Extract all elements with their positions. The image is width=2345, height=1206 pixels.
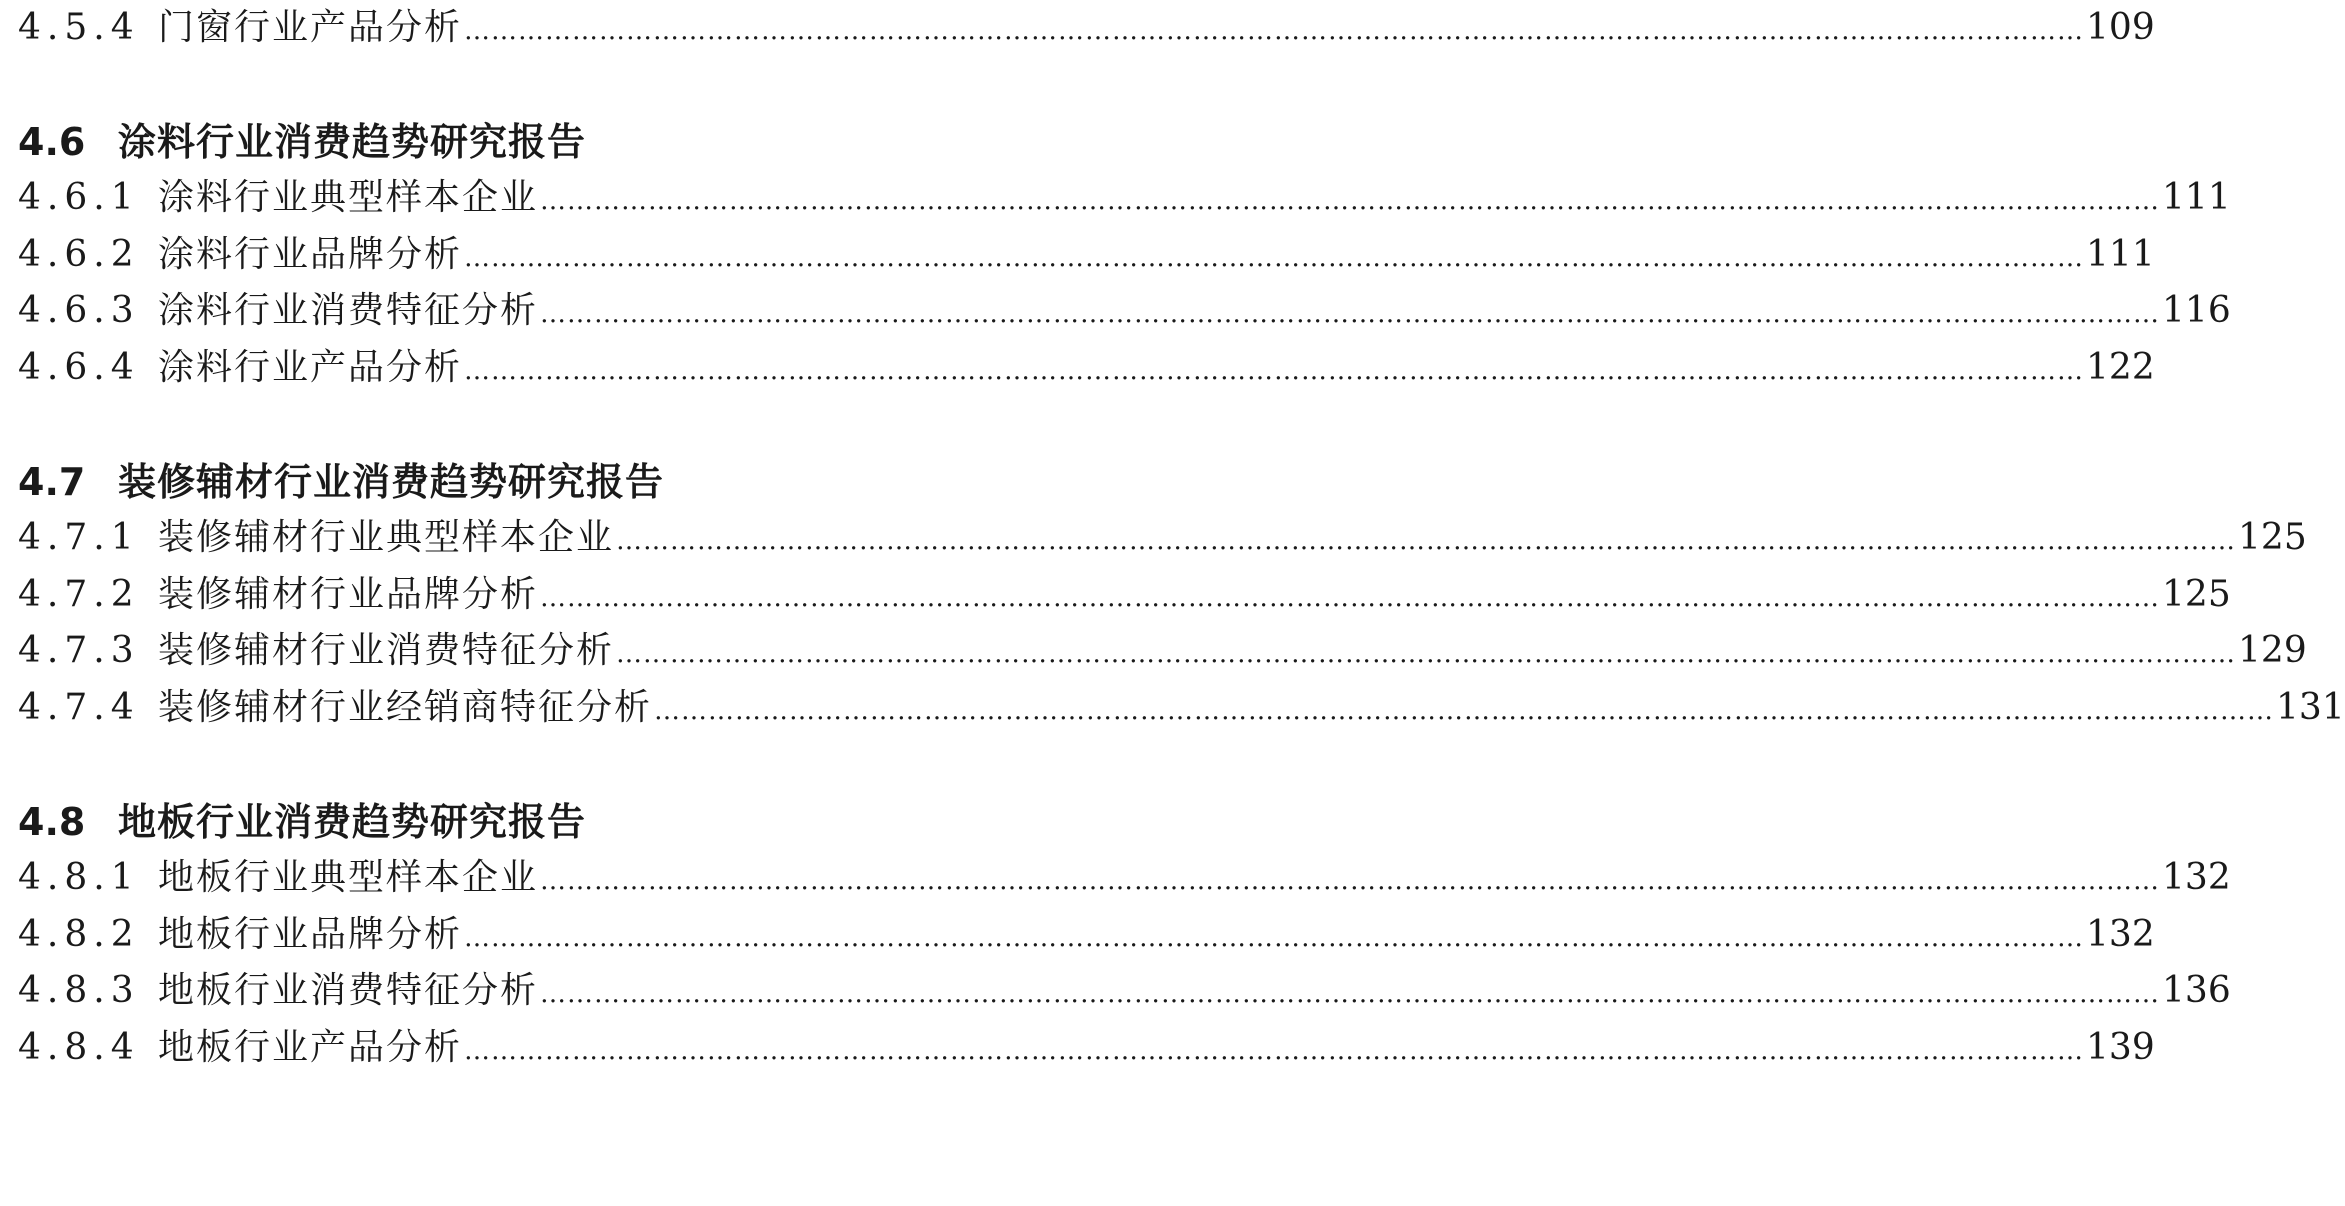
toc-entry-number: 4.5.4 bbox=[18, 7, 140, 48]
toc-entry[interactable] bbox=[18, 907, 2155, 964]
toc-leader-dots: ……………………………………………………………………………………………………………………………………………………………… bbox=[464, 1035, 2085, 1066]
toc-leader-dots: ……………………………………………………………………………………………………………………………………………………………… bbox=[540, 866, 2161, 897]
toc-section-number: 4.7 bbox=[18, 459, 86, 504]
toc-entry-page: 132 bbox=[2162, 857, 2231, 899]
toc-entry-number: 4.6.4 bbox=[18, 346, 140, 388]
toc-entry-page: 139 bbox=[2086, 1026, 2155, 1068]
toc-entry-page: 131 bbox=[2276, 686, 2345, 728]
toc-entry[interactable] bbox=[18, 340, 2155, 397]
toc-entry-page: 122 bbox=[2086, 346, 2155, 388]
toc-entry-page: 136 bbox=[2162, 970, 2231, 1012]
toc-entry[interactable] bbox=[18, 850, 2231, 907]
toc-entry[interactable] bbox=[18, 1020, 2155, 1077]
toc-section-heading[interactable] bbox=[18, 794, 1056, 851]
toc-leader-dots: ……………………………………………………………………………………………………………………………………………………………… bbox=[540, 582, 2161, 613]
toc-entry-page: 132 bbox=[2086, 913, 2155, 955]
toc-entry-number: 4.7.2 bbox=[18, 573, 140, 615]
toc-entry[interactable] bbox=[18, 0, 2155, 57]
toc-entry-title: 地板行业消费特征分析 bbox=[158, 970, 539, 1012]
toc-entry[interactable] bbox=[18, 283, 2231, 340]
toc-leader-dots: ……………………………………………………………………………………………………………………………………………………………… bbox=[540, 299, 2161, 330]
toc-entry-page: 116 bbox=[2162, 290, 2231, 332]
section-gap bbox=[18, 57, 1056, 114]
toc-entry[interactable] bbox=[18, 680, 2345, 737]
toc-entry-page: 125 bbox=[2238, 517, 2307, 559]
toc-entry-page: 129 bbox=[2238, 630, 2307, 672]
toc-entry-number: 4.7.1 bbox=[18, 517, 140, 559]
toc-leader-dots: ……………………………………………………………………………………………………………………………………………………………… bbox=[464, 16, 2085, 46]
toc-entry-title: 装修辅材行业典型样本企业 bbox=[158, 517, 615, 559]
toc-entry-page: 111 bbox=[2086, 233, 2155, 275]
toc-leader-dots: ……………………………………………………………………………………………………………………………………………………………… bbox=[616, 639, 2237, 670]
toc-entry-title: 装修辅材行业经销商特征分析 bbox=[158, 686, 653, 728]
section-gap bbox=[18, 737, 1056, 794]
toc-entry-page: 111 bbox=[2162, 177, 2231, 219]
toc-entry-page: 109 bbox=[2086, 7, 2155, 48]
toc-section-heading[interactable] bbox=[18, 114, 1056, 171]
toc-entry-number: 4.7.4 bbox=[18, 686, 140, 728]
toc-entry-title: 涂料行业消费特征分析 bbox=[158, 290, 539, 332]
toc-entry-number: 4.7.3 bbox=[18, 630, 140, 672]
toc-entry-number: 4.8.3 bbox=[18, 970, 140, 1012]
toc-section-title: 涂料行业消费趋势研究报告 bbox=[118, 119, 587, 164]
toc-entry[interactable] bbox=[18, 963, 2231, 1020]
toc-entry-number: 4.8.1 bbox=[18, 857, 140, 899]
toc-section-heading[interactable] bbox=[18, 454, 1056, 511]
toc-entry-title: 门窗行业产品分析 bbox=[158, 7, 463, 48]
toc-entry-title: 地板行业典型样本企业 bbox=[158, 857, 539, 899]
toc-leader-dots: ……………………………………………………………………………………………………………………………………………………………… bbox=[540, 979, 2161, 1010]
toc-entry-number: 4.6.1 bbox=[18, 177, 140, 219]
toc-leader-dots: ……………………………………………………………………………………………………………………………………………………………… bbox=[464, 355, 2085, 386]
toc-entry-number: 4.6.3 bbox=[18, 290, 140, 332]
toc-section-number: 4.6 bbox=[18, 119, 86, 164]
toc-entry-title: 装修辅材行业消费特征分析 bbox=[158, 630, 615, 672]
toc-leader-dots: ……………………………………………………………………………………………………………………………………………………………… bbox=[616, 526, 2237, 557]
toc-leader-dots: ……………………………………………………………………………………………………………………………………………………………… bbox=[540, 186, 2161, 217]
toc-entry-number: 4.8.2 bbox=[18, 913, 140, 955]
toc-entry[interactable] bbox=[18, 567, 2231, 624]
toc-entry-title: 涂料行业产品分析 bbox=[158, 346, 463, 388]
toc-entry[interactable] bbox=[18, 227, 2155, 284]
toc-entry-title: 地板行业品牌分析 bbox=[158, 913, 463, 955]
toc-entry-title: 地板行业产品分析 bbox=[158, 1026, 463, 1068]
toc-entry[interactable] bbox=[18, 510, 2307, 567]
toc-entry-title: 装修辅材行业品牌分析 bbox=[158, 573, 539, 615]
toc-entry-title: 涂料行业典型样本企业 bbox=[158, 177, 539, 219]
toc-entry-page: 125 bbox=[2162, 573, 2231, 615]
section-gap bbox=[18, 397, 1056, 454]
toc-entry-title: 涂料行业品牌分析 bbox=[158, 233, 463, 275]
toc-section-title: 装修辅材行业消费趋势研究报告 bbox=[118, 459, 665, 504]
toc-entry[interactable] bbox=[18, 170, 2231, 227]
toc-leader-dots: ……………………………………………………………………………………………………………………………………………………………… bbox=[464, 922, 2085, 953]
toc-entry-number: 4.8.4 bbox=[18, 1026, 140, 1068]
toc-entry[interactable] bbox=[18, 623, 2307, 680]
table-of-contents bbox=[18, 0, 2345, 1077]
toc-leader-dots: ……………………………………………………………………………………………………………………………………………………………… bbox=[464, 242, 2085, 273]
toc-leader-dots: ……………………………………………………………………………………………………………………………………………………………… bbox=[654, 695, 2275, 726]
toc-section-number: 4.8 bbox=[18, 799, 86, 844]
toc-entry-number: 4.6.2 bbox=[18, 233, 140, 275]
toc-section-title: 地板行业消费趋势研究报告 bbox=[118, 799, 587, 844]
